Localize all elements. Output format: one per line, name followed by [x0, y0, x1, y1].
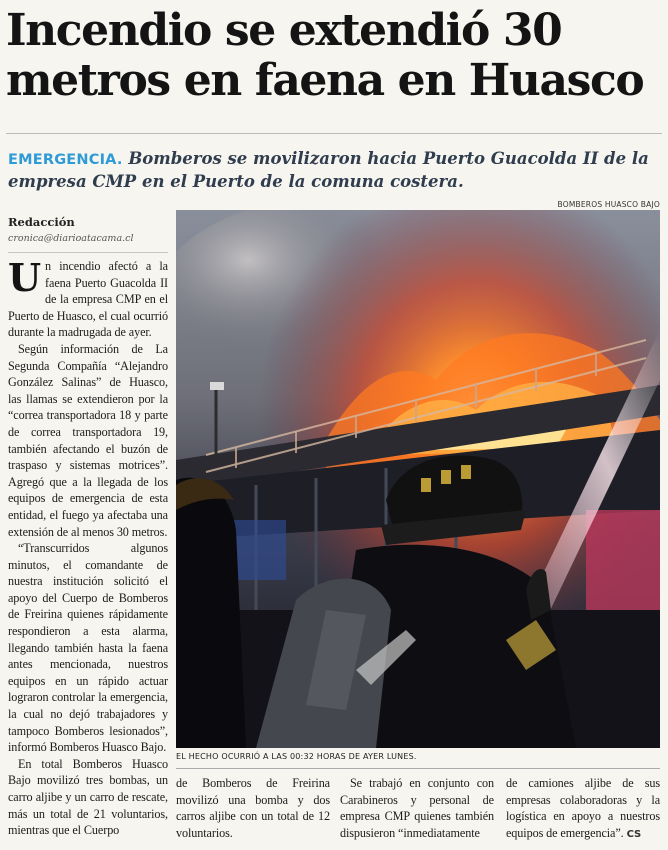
photo-credit: BOMBEROS HUASCO BAJO — [557, 200, 660, 209]
headline-divider — [6, 133, 662, 134]
fire-photo — [176, 210, 660, 748]
paragraph-3: “Transcurridos algunos minutos, el comandante de nuestra institución solicitó el apoyo del Cuerpo de Bomberos de Freirina quienes rápidamente respondieron a esta alarma, llegando también hasta la faena antes mencionada, nuestros equipos en un rápido actuar lograron controlar la emergencia, la cual no dejó trabajadores y tampoco Bomberos lesionados”, informó Bomberos Huasco Bajo. — [8, 541, 168, 755]
paragraph-1 — [8, 255, 168, 341]
headline-line-2: metros en faena en Huasco — [6, 55, 644, 106]
headline — [6, 6, 662, 106]
headline-line-1: Incendio se extendió 30 — [6, 5, 562, 56]
byline-divider — [8, 252, 168, 253]
paragraph-4: En total Bomberos Huasco Bajo movilizó tres bombas, un carro aljibe y un carro de rescate, más un total de 21 voluntarios, mientras que el Cuerpo — [8, 756, 168, 838]
paragraph-5: de Bomberos de Freirina movilizó una bomba y dos carros aljibe con un total de 12 voluntarios. — [176, 776, 330, 840]
end-mark: CS — [626, 828, 642, 840]
article-column-2 — [176, 775, 330, 841]
caption-divider — [176, 768, 660, 769]
byline-email[interactable]: cronica@diarioatacama.cl — [8, 233, 134, 244]
paragraph-7 — [506, 775, 660, 843]
byline-name: Redacción — [8, 215, 75, 229]
paragraph-7-text: de camiones aljibe de sus empresas colaboradoras y la logística en apoyo a nuestros equipos de emergencia”. — [506, 776, 660, 840]
deck-text: Bomberos se movilizaron hacia Puerto Guacolda II de la empresa CMP en el Puerto de la comuna costera. — [8, 149, 649, 191]
deck-kicker: EMERGENCIA. — [8, 152, 123, 168]
paragraph-2: Según información de La Segunda Compañía “Alejandro González Salinas” de Huasco, las llamas se extendieron por la “correa transportadora 18 y parte de correa transportadora 19, también afectando el buzón de traspaso y sistemas motrices”. Agregó que a la llegada de los equipos de emergencia de esta entidad, el fuego ya afectaba una extensión de al menos 30 metros. — [8, 341, 168, 539]
article-column-1 — [8, 255, 168, 839]
photo-caption: EL HECHO OCURRIÓ A LAS 00:32 HORAS DE AYER LUNES. — [176, 752, 417, 761]
article-column-4 — [506, 775, 660, 843]
paragraph-1-text: n incendio afectó a la faena Puerto Guacolda II de la empresa CMP en el Puerto de Huasco, el cual ocurrió durante la madrugada de ayer. — [8, 259, 168, 340]
drop-cap: U — [8, 255, 42, 300]
paragraph-6: Se trabajó en conjunto con Carabineros y personal de empresa CMP quienes también dispusieron “inmediatamente — [340, 776, 494, 840]
article-column-3 — [340, 775, 494, 841]
deck — [8, 148, 658, 193]
